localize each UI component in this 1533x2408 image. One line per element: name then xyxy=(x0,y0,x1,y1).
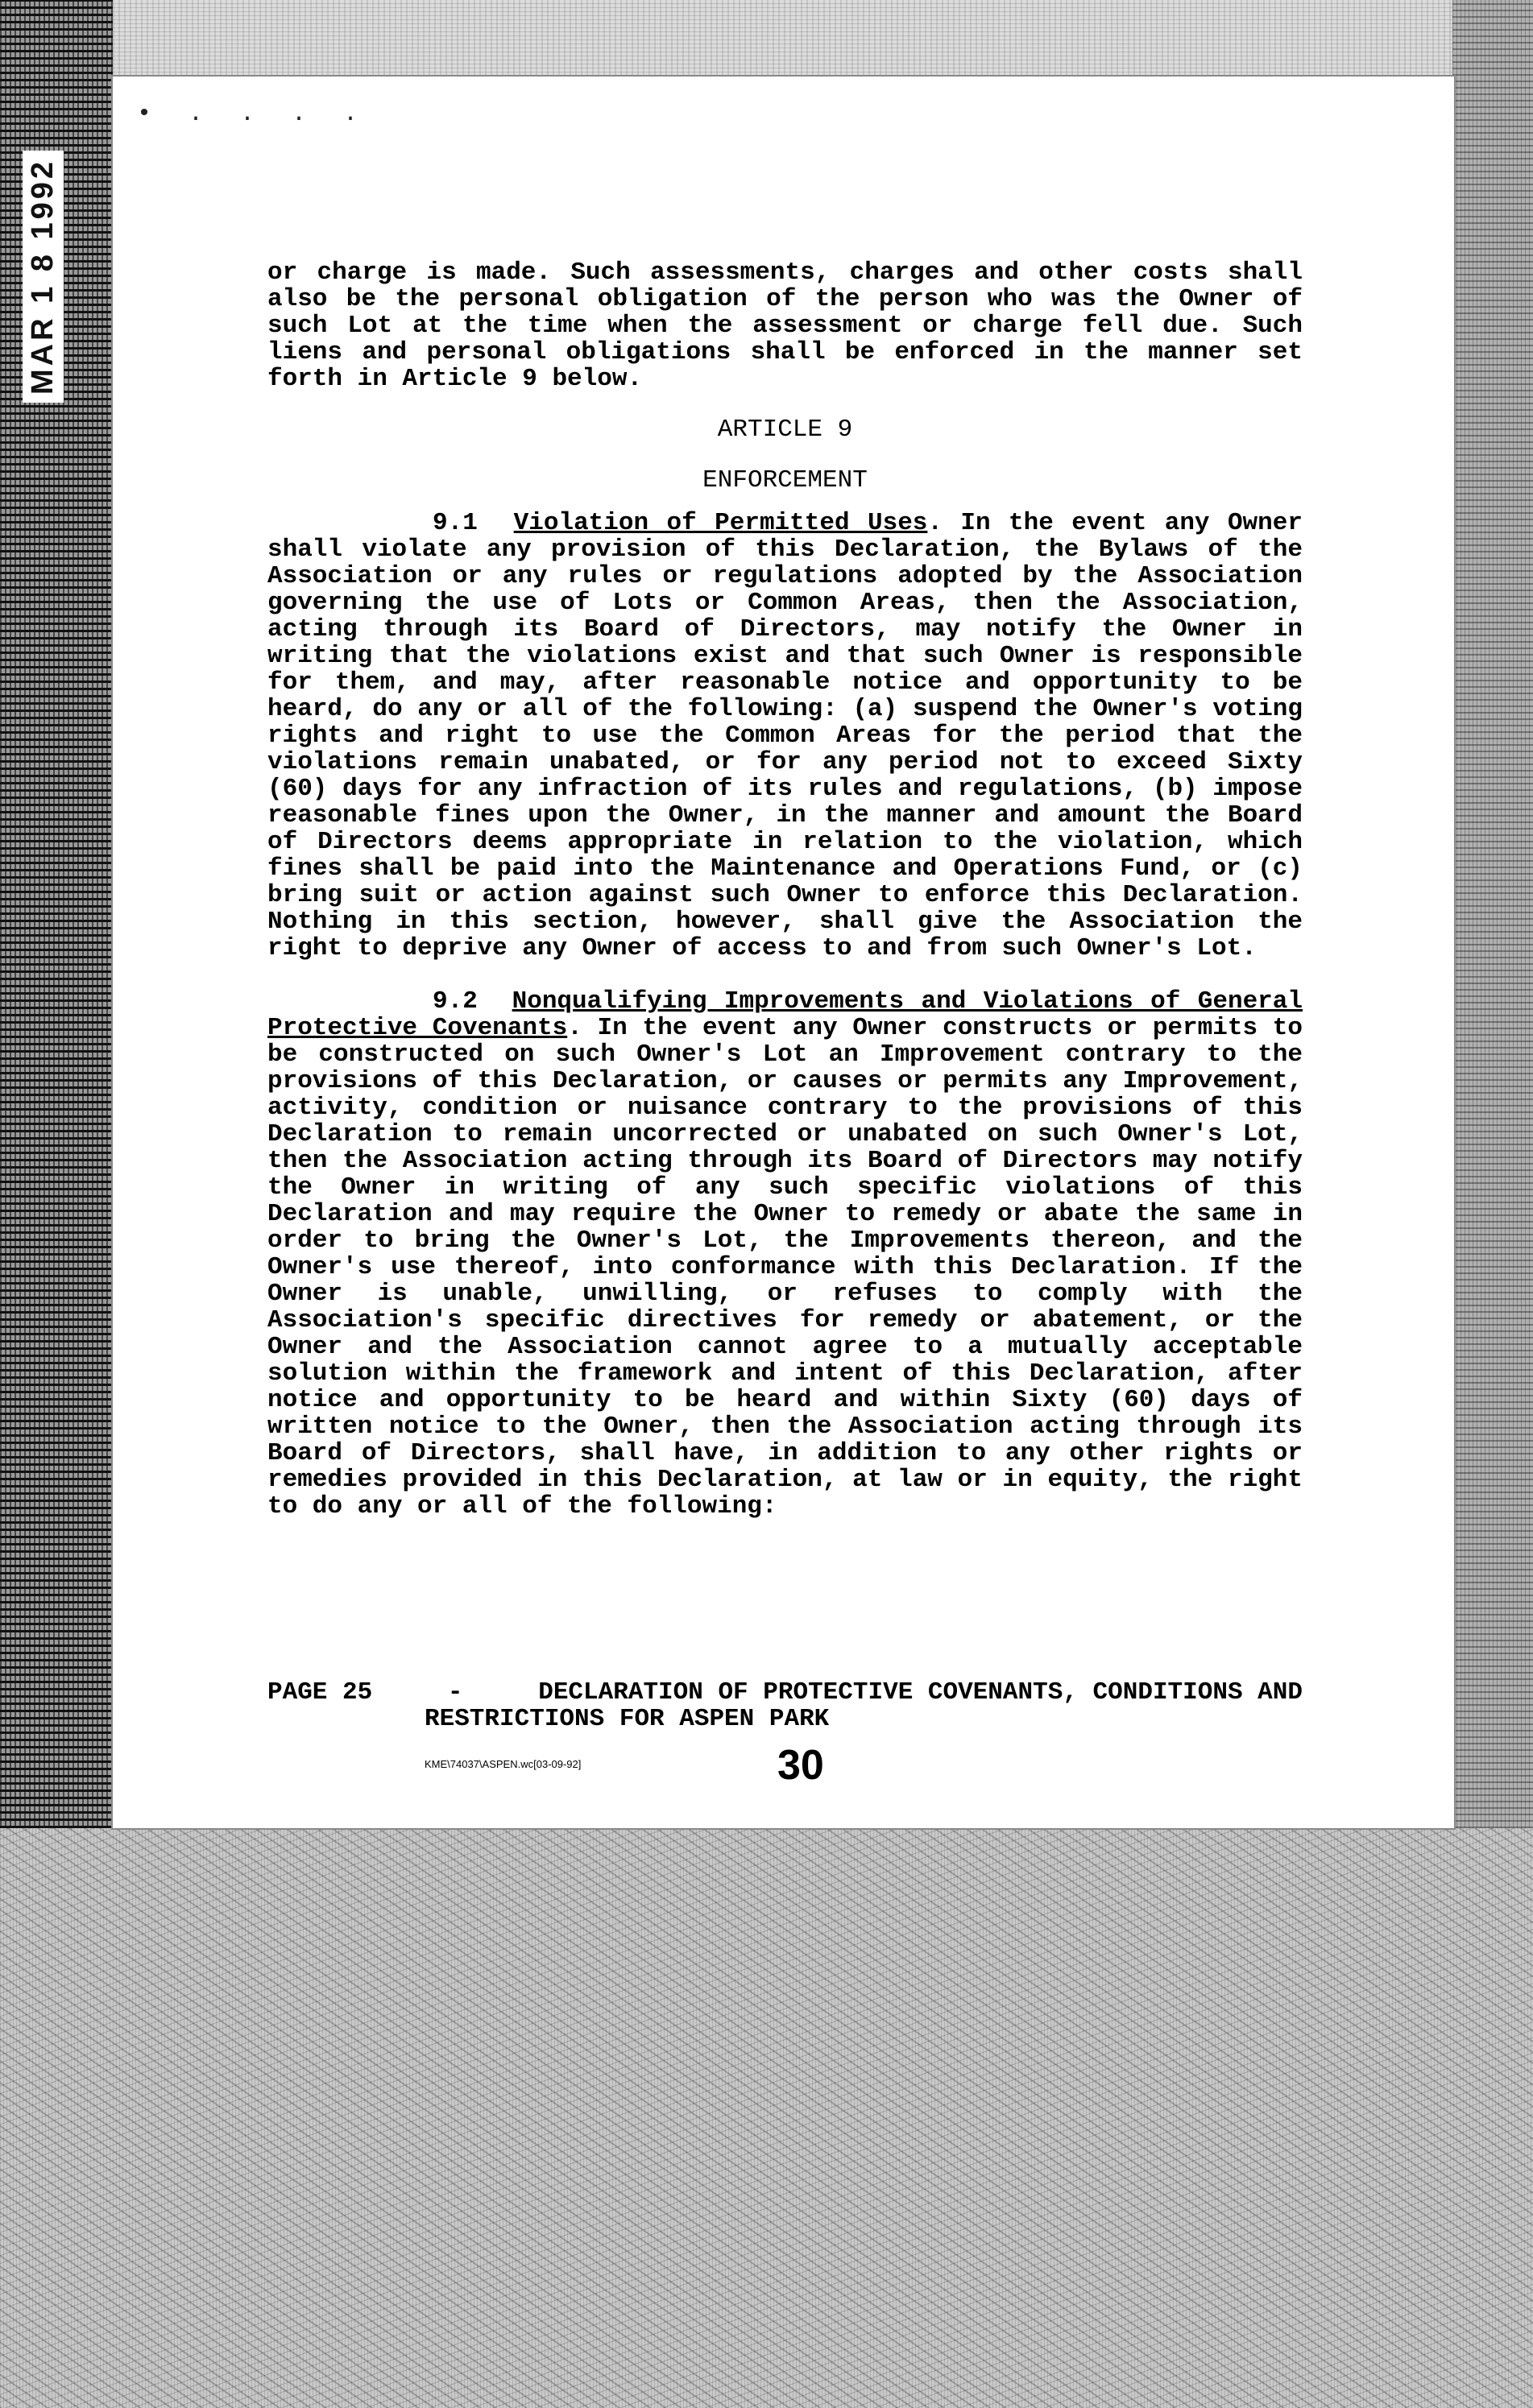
page-footer xyxy=(267,1679,1303,1732)
section-9-2-title: Nonqualifying Improvements and Violations of General Protective Covenants xyxy=(267,987,1303,1042)
footer-line-1 xyxy=(267,1679,1303,1706)
date-stamp: MAR 1 8 1992 xyxy=(23,151,64,403)
article-heading: ARTICLE 9 xyxy=(717,416,853,444)
footer-title-line-2: RESTRICTIONS FOR ASPEN PARK xyxy=(425,1705,830,1733)
section-9-2 xyxy=(267,988,1303,1520)
scan-noise-bottom xyxy=(0,1828,1533,2408)
document-code: KME\74037\ASPEN.wc[03-09-92] xyxy=(425,1758,582,1770)
section-9-2-text: . In the event any Owner constructs or permits to be constructed on such Owner's Lot an Improvement contrary to the provisions of this Declaration, or causes or permits any Improvement, activity, condition or nuisance contrary to the provisions of this Declaration to remain uncorrected or unabated on such Owner's Lot, then the Association acting through its Board of Directors may notify the Owner in writing of any such specific violations of this Declaration and may require the Owner to remedy or abate the same in order to bring the Owner's Lot, the Improvements thereon, and the Owner's use thereof, into conformance with this Declaration. If the Owner is unable, unwilling, or refuses to comply with the Association's specific directives for remedy or abatement, or the Owner and the Association cannot agree to a mutually acceptable solution within the framework and intent of this Declaration, after notice and opportunity to be heard and within Sixty (60) days of written notice to the Owner, then the Association acting through its Board of Directors, shall have, in addition to any other rights or remedies provided in this Declaration, at law or in equity, the right to do any or all of the following: xyxy=(267,1014,1303,1521)
scan-noise-top xyxy=(0,0,1533,81)
document-body xyxy=(267,259,1303,1520)
paragraph-continuation: or charge is made. Such assessments, charges and other costs shall also be the personal obligation of the person who was the Owner of such Lot at the time when the assessment or charge fell due. Such liens and personal obligations shall be enforced in the manner set forth in Article 9 below. xyxy=(267,259,1303,393)
handwritten-page-number: 30 xyxy=(777,1742,824,1789)
section-9-1-title: Violation of Permitted Uses xyxy=(513,509,928,537)
footer-title-line-1: DECLARATION OF PROTECTIVE COVENANTS, CONDITIONS AND xyxy=(538,1678,1303,1707)
section-9-1-text: . In the event any Owner shall violate any provision of this Declaration, the Bylaws of the Association or any rules or regulations adopted by the Association governing the use of Lots or Common Areas, then the Association, acting through its Board of Directors, may notify the Owner in writing that the violations exist and that such Owner is responsible for them, and may, after reasonable notice and opportunity to be heard, do any or all of the following: (a) suspend the Owner's voting rights and right to use the Common Areas for the period that the violations remain unabated, or for any period not to exceed Sixty (60) days for any infraction of its rules and regulations, (b) impose reasonable fines upon the Owner, in the manner and amount the Board of Directors deems appropriate in relation to the violation, which fines shall be paid into the Maintenance and Operations Fund, or (c) bring suit or action against such Owner to enforce this Declaration. Nothing in this section, however, shall give the Association the right to deprive any Owner of access to and from such Owner's Lot. xyxy=(267,509,1303,962)
footer-page-label: PAGE 25 xyxy=(267,1678,373,1707)
section-9-1-number: 9.1 xyxy=(433,509,478,537)
footer-dash: - xyxy=(447,1678,463,1707)
section-9-1 xyxy=(267,510,1303,962)
section-heading: ENFORCEMENT xyxy=(702,466,868,494)
section-9-2-number: 9.2 xyxy=(433,987,478,1016)
speck-marks: • . . . . xyxy=(137,101,370,128)
